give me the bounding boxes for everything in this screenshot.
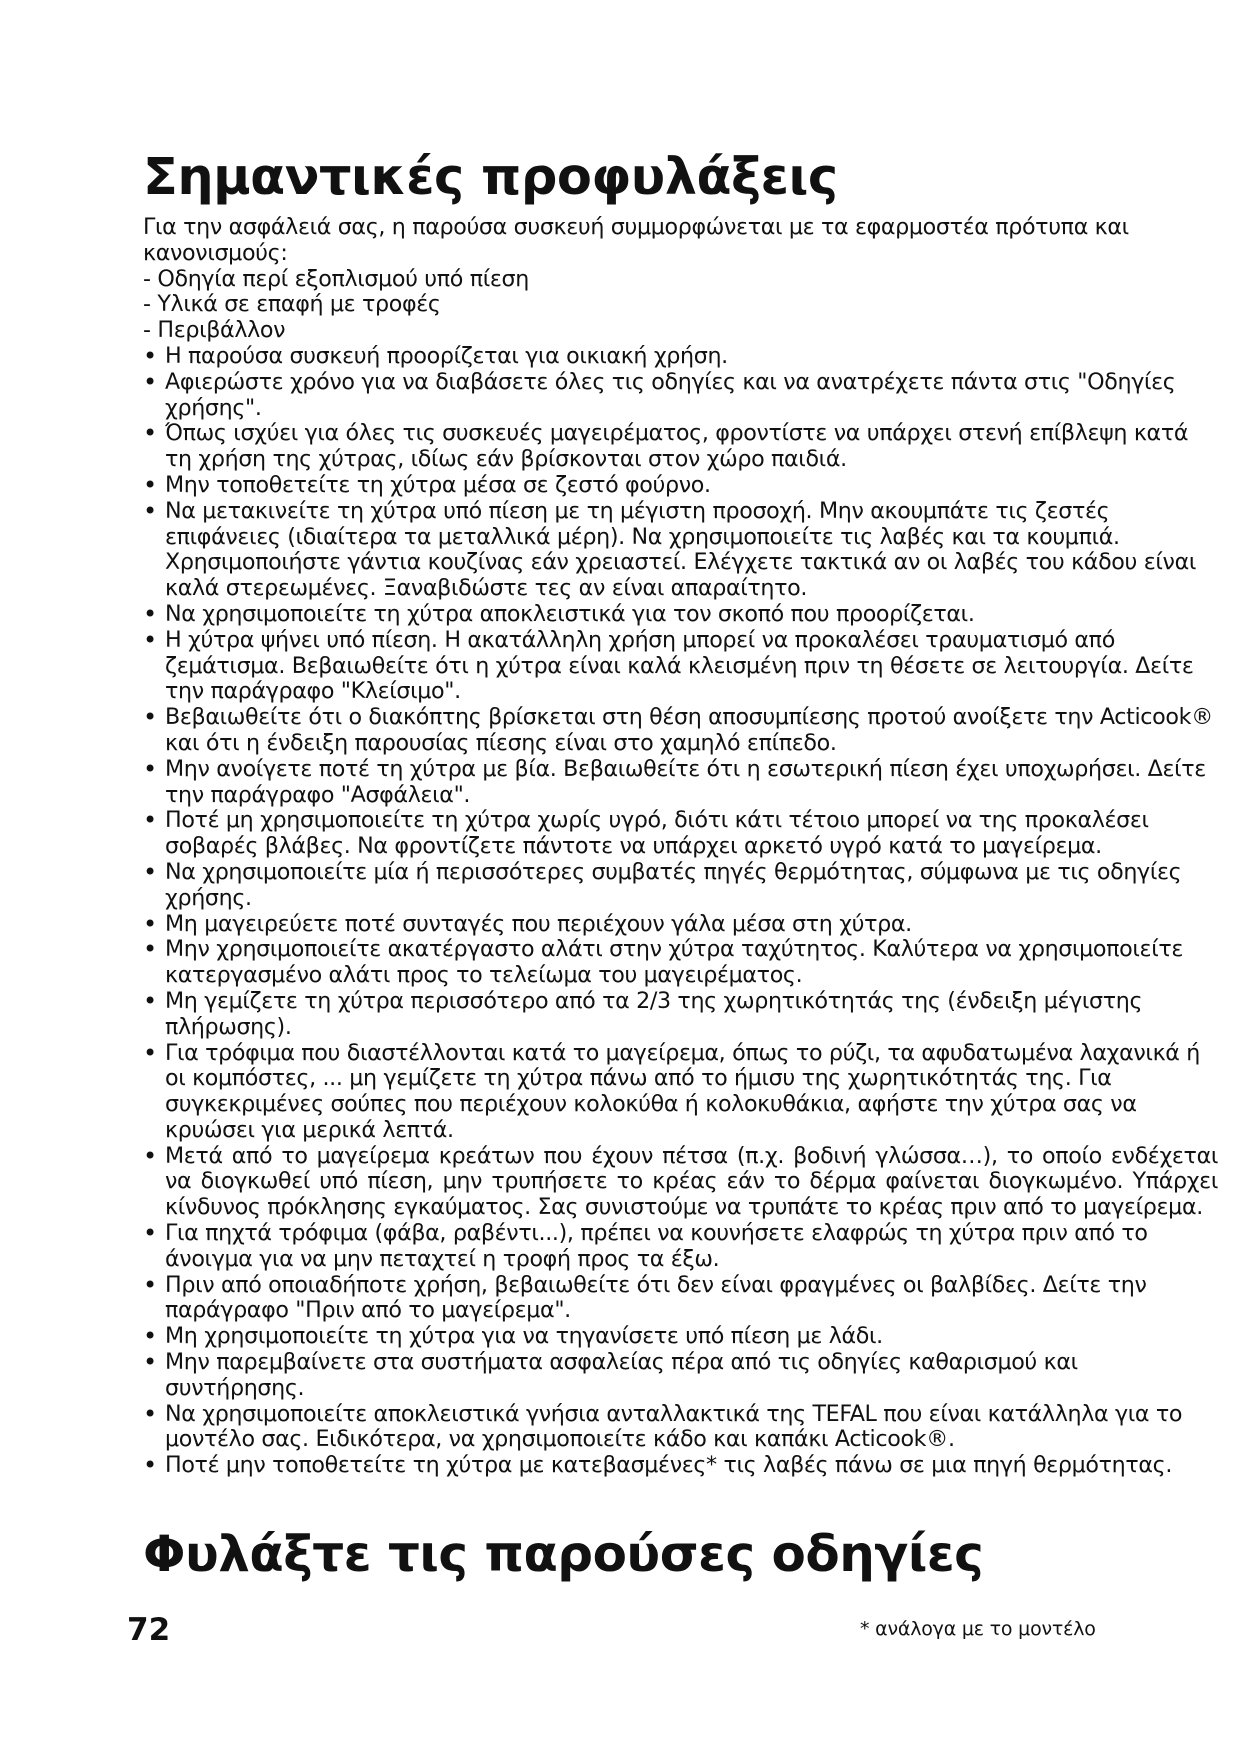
precaution-item: • Για τρόφιμα που διαστέλλονται κατά το μαγείρεμα, όπως το ρύζι, τα αφυδατωμένα λαχανικά ή οι κομπόστες, ... μη γεμίζετε τη χύτρα πάνω από το ήμισυ της χωρητικότητάς της. Για συγκεκριμένες σούπες που περιέχουν κολοκύθα ή κολοκυθάκια, αφήστε την χύτρα σας να κρυώσει για μερικά λεπτά. xyxy=(143,1041,1218,1144)
precaution-item: • Όπως ισχύει για όλες τις συσκευές μαγειρέματος, φροντίστε να υπάρχει στενή επίβλεψη κατά τη χρήση της χύτρας, ιδίως εάν βρίσκονται στον χώρο παιδιά. xyxy=(143,421,1218,473)
precaution-item: • Βεβαιωθείτε ότι ο διακόπτης βρίσκεται στη θέση αποσυμπίεσης προτού ανοίξετε την Acticook® και ότι η ένδειξη παρουσίας πίεσης είναι στο χαμηλό επίπεδο. xyxy=(143,705,1218,757)
precaution-item: • Αφιερώστε χρόνο για να διαβάσετε όλες τις οδηγίες και να ανατρέχετε πάντα στις "Οδηγίες χρήσης". xyxy=(143,370,1218,422)
standards-list xyxy=(143,267,1218,344)
precaution-item: • Μετά από το μαγείρεμα κρεάτων που έχουν πέτσα (π.χ. βοδινή γλώσσα…), το οποίο ενδέχεται να διογκωθεί υπό πίεση, μην τρυπήσετε το κρέας εάν το δέρμα φαίνεται διογκωμένο. Υπάρχει κίνδυνος πρόκλησης εγκαύματος. Σας συνιστούμε να τρυπάτε το κρέας πριν από το μαγείρεμα. xyxy=(143,1144,1218,1221)
precaution-item: • Ποτέ μην τοποθετείτε τη χύτρα με κατεβασμένες* τις λαβές πάνω σε μια πηγή θερμότητας. xyxy=(143,1453,1218,1479)
precaution-item: • Μη γεμίζετε τη χύτρα περισσότερο από τα 2/3 της χωρητικότητάς της (ένδειξη μέγιστης πλήρωσης). xyxy=(143,989,1218,1041)
precaution-item: • Μην χρησιμοποιείτε ακατέργαστο αλάτι στην χύτρα ταχύτητος. Καλύτερα να χρησιμοποιείτε κατεργασμένο αλάτι προς το τελείωμα του μαγειρέματος. xyxy=(143,937,1218,989)
precaution-item: • Μην ανοίγετε ποτέ τη χύτρα με βία. Βεβαιωθείτε ότι η εσωτερική πίεση έχει υποχωρήσει. Δείτε την παράγραφο "Ασφάλεια". xyxy=(143,757,1218,809)
precaution-item: • Για πηχτά τρόφιμα (φάβα, ραβέντι...), πρέπει να κουνήσετε ελαφρώς τη χύτρα πριν από το άνοιγμα για να μην πεταχτεί η τροφή προς τα έξω. xyxy=(143,1221,1218,1273)
precaution-item: • Ποτέ μη χρησιμοποιείτε τη χύτρα χωρίς υγρό, διότι κάτι τέτοιο μπορεί να της προκαλέσει σοβαρές βλάβες. Να φροντίζετε πάντοτε να υπάρχει αρκετό υγρό κατά το μαγείρεμα. xyxy=(143,808,1218,860)
precaution-item: • Να χρησιμοποιείτε τη χύτρα αποκλειστικά για τον σκοπό που προορίζεται. xyxy=(143,602,1218,628)
precaution-item: • Να χρησιμοποιείτε μία ή περισσότερες συμβατές πηγές θερμότητας, σύμφωνα με τις οδηγίες χρήσης. xyxy=(143,860,1218,912)
standard-item: - Οδηγία περί εξοπλισμού υπό πίεση xyxy=(143,265,529,292)
page-number: 72 xyxy=(127,1612,171,1648)
precaution-item: • Μη μαγειρεύετε ποτέ συνταγές που περιέχουν γάλα μέσα στη χύτρα. xyxy=(143,912,1218,938)
precautions-list xyxy=(143,344,1218,1479)
precaution-item: • Πριν από οποιαδήποτε χρήση, βεβαιωθείτε ότι δεν είναι φραγμένες οι βαλβίδες. Δείτε την παράγραφο "Πριν από το μαγείρεμα". xyxy=(143,1273,1218,1325)
safety-content xyxy=(143,215,1218,1479)
precaution-item: • Μη χρησιμοποιείτε τη χύτρα για να τηγανίσετε υπό πίεση με λάδι. xyxy=(143,1324,1218,1350)
precaution-item: • Η χύτρα ψήνει υπό πίεση. Η ακατάλληλη χρήση μπορεί να προκαλέσει τραυματισμό από ζεμάτισμα. Βεβαιωθείτε ότι η χύτρα είναι καλά κλεισμένη πριν τη θέσετε σε λειτουργία. Δείτε την παράγραφο "Κλείσιμο". xyxy=(143,628,1218,705)
page-title: Σημαντικές προφυλάξεις xyxy=(143,148,838,207)
standard-item: - Περιβάλλον xyxy=(143,317,286,344)
precaution-item: • Η παρούσα συσκευή προορίζεται για οικιακή χρήση. xyxy=(143,344,1218,370)
standard-item: - Υλικά σε επαφή με τροφές xyxy=(143,291,441,318)
footnote: * ανάλογα με το μοντέλο xyxy=(860,1618,1096,1640)
precaution-item: • Να χρησιμοποιείτε αποκλειστικά γνήσια ανταλλακτικά της TEFAL που είναι κατάλληλα για το μοντέλο σας. Ειδικότερα, να χρησιμοποιείτε κάδο και καπάκι Acticook®. xyxy=(143,1402,1218,1454)
precaution-item: • Μην παρεμβαίνετε στα συστήματα ασφαλείας πέρα από τις οδηγίες καθαρισμού και συντήρησης. xyxy=(143,1350,1218,1402)
intro-paragraph: Για την ασφάλειά σας, η παρούσα συσκευή συμμορφώνεται με τα εφαρμοστέα πρότυπα και κανονισμούς: xyxy=(143,214,1129,266)
precaution-item: • Μην τοποθετείτε τη χύτρα μέσα σε ζεστό φούρνο. xyxy=(143,473,1218,499)
closing-heading: Φυλάξτε τις παρούσες οδηγίες xyxy=(143,1525,984,1583)
precaution-item: • Να μετακινείτε τη χύτρα υπό πίεση με τη μέγιστη προσοχή. Μην ακουμπάτε τις ζεστές επιφάνειες (ιδιαίτερα τα μεταλλικά μέρη). Να χρησιμοποιείτε τις λαβές και τα κουμπιά. Χρησιμοποιήστε γάντια κουζίνας εάν χρειαστεί. Ελέγχετε τακτικά αν οι λαβές του κάδου είναι καλά στερεωμένες. Ξαναβιδώστε τες αν είναι απαραίτητο. xyxy=(143,499,1218,602)
